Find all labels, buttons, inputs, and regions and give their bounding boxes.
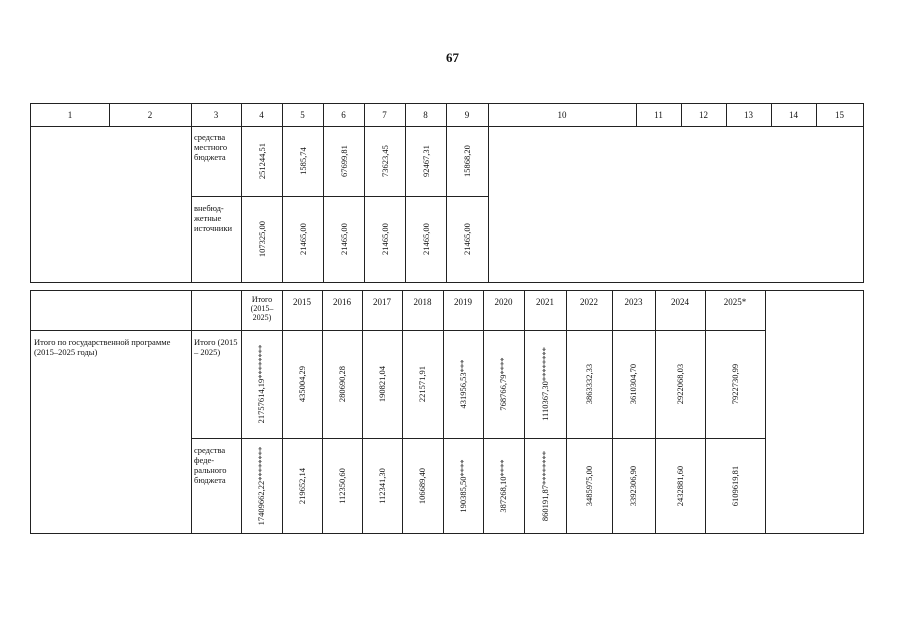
cell-value: 21465,00 <box>421 223 431 255</box>
cell-value: 3863332,33 <box>584 363 594 405</box>
cell-value: 21757614,19******** <box>256 344 266 424</box>
bottom-table <box>30 290 864 534</box>
col-number: 9 <box>464 110 470 120</box>
col-number: 5 <box>300 110 305 120</box>
cell-value: 1585,74 <box>298 147 308 175</box>
cell-value: 21465,00 <box>462 223 472 255</box>
row-label-extra-budget: внебюд-жетные источники <box>194 203 233 233</box>
header-year: 2016 <box>333 297 351 307</box>
header-year: 2020 <box>494 297 513 307</box>
col-number: 13 <box>744 110 753 120</box>
cell-value: 15868,20 <box>462 145 472 177</box>
col-number: 14 <box>789 110 798 120</box>
col-number: 15 <box>835 110 844 120</box>
cell-value: 3392306,90 <box>628 465 638 507</box>
col-number: 1 <box>67 110 73 120</box>
row-label-total: Итого (2015 – 2025) <box>194 337 238 357</box>
header-year: 2015 <box>293 297 311 307</box>
cell-value: 73623,45 <box>380 145 390 177</box>
cell-value: 92467,31 <box>421 145 431 177</box>
cell-value: 6109619,81 <box>730 465 740 507</box>
cell-value: 387268,10**** <box>498 459 508 513</box>
header-year: 2021 <box>536 297 554 307</box>
cell-value: 1110367,30******** <box>540 347 550 421</box>
col-number: 4 <box>259 110 264 120</box>
cell-value: 768766,79**** <box>498 357 508 411</box>
cell-value: 67699,81 <box>339 145 349 177</box>
cell-value: 112350,60 <box>337 468 347 504</box>
cell-value: 112341,30 <box>377 468 387 504</box>
page-number: 67 <box>446 50 459 65</box>
col-number: 3 <box>213 110 219 120</box>
cell-value: 219652,14 <box>297 467 307 505</box>
cell-value: 21465,00 <box>380 223 390 255</box>
cell-value: 2922068,03 <box>675 363 685 405</box>
header-year: 2023 <box>624 297 643 307</box>
cell-value: 280690,28 <box>337 365 347 403</box>
header-year: 2019 <box>454 297 472 307</box>
top-table <box>30 103 864 283</box>
header-year: 2018 <box>413 297 432 307</box>
cell-value: 3610304,70 <box>628 363 638 405</box>
cell-value: 21465,00 <box>298 223 308 255</box>
header-total: Итого (2015–2025) <box>250 295 274 322</box>
header-year: 2024 <box>671 297 689 307</box>
col-number: 2 <box>147 110 153 120</box>
row-label-federal-budget: средства феде-рального бюджета <box>194 445 227 485</box>
col-number: 11 <box>654 110 663 120</box>
col-number: 12 <box>699 110 708 120</box>
cell-value: 435004,29 <box>297 365 307 403</box>
cell-value: 7922730,99 <box>730 363 740 405</box>
cell-value: 107325,00 <box>257 220 267 258</box>
cell-value: 2432881,60 <box>675 465 685 507</box>
cell-value: 17409662,22******** <box>256 446 266 526</box>
col-number: 10 <box>557 110 567 120</box>
cell-value: 221571,91 <box>417 365 427 403</box>
cell-value: 431956,53*** <box>458 359 468 409</box>
col-number: 7 <box>382 110 387 120</box>
header-year: 2022 <box>580 297 598 307</box>
cell-value: 190385,50**** <box>458 459 468 513</box>
cell-value: 21465,00 <box>339 223 349 255</box>
cell-value: 3485975,00 <box>584 465 594 507</box>
cell-value: 860191,87******** <box>540 450 550 522</box>
cell-value: 251244,51 <box>257 142 267 180</box>
col-number: 6 <box>341 110 346 120</box>
row-label-local-budget: средства местного бюджета <box>194 132 228 162</box>
cell-value: 106689,40 <box>417 467 427 505</box>
cell-value: 190821,04 <box>377 365 387 403</box>
header-year: 2025* <box>723 297 747 307</box>
header-year: 2017 <box>373 297 391 307</box>
col-number: 8 <box>423 110 428 120</box>
program-label: Итого по государственной программе (2015–2025 годы) <box>34 337 171 357</box>
